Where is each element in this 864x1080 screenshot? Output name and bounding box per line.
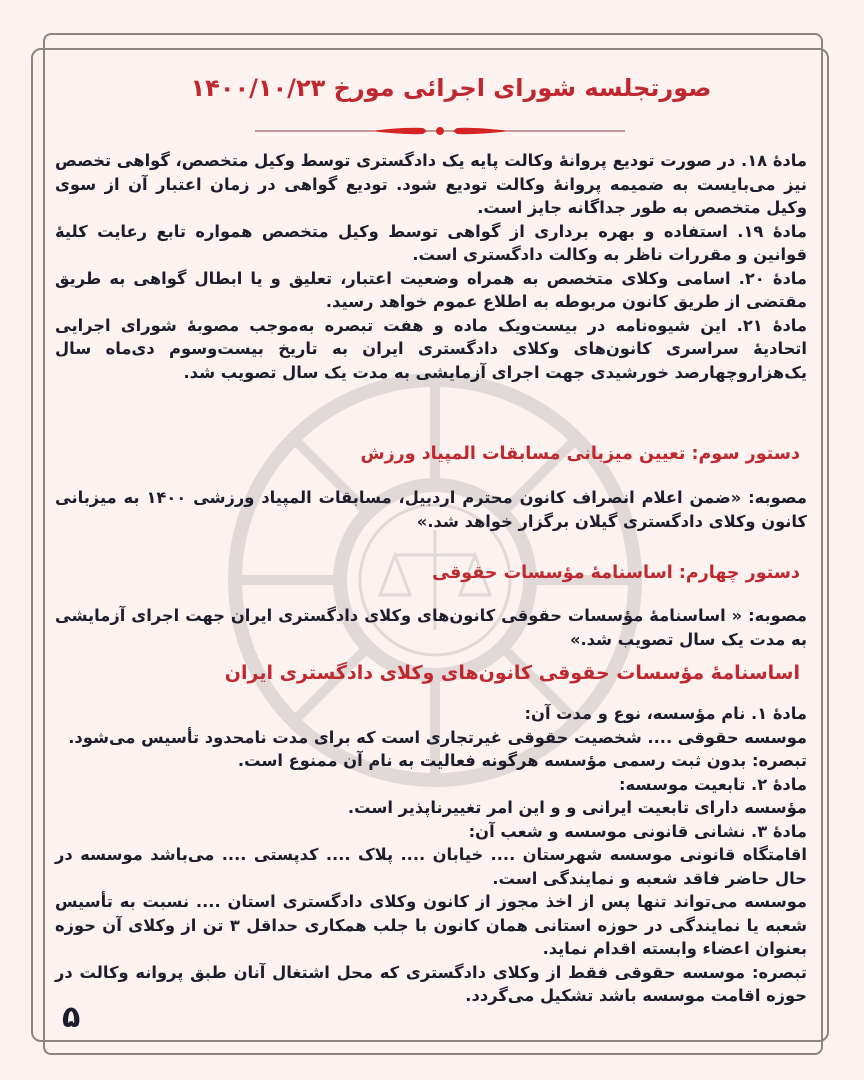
statute-article-3-body: اقامتگاه قانونی موسسه شهرستان .... خیابان .... پلاک .... کدپستی .... می‌باشد موسسه در حال حاضر فاقد شعبه و نمایندگی است. [55, 845, 807, 888]
title-divider-ornament [255, 124, 625, 138]
statute-article-1-title: مادهٔ ۱. نام مؤسسه، نوع و مدت آن: [524, 704, 807, 723]
statute-article-3-title: مادهٔ ۳. نشانی قانونی موسسه و شعب آن: [468, 821, 807, 841]
article-19: مادهٔ ۱۹. استفاده و بهره برداری از گواهی توسط وکیل متخصص همواره تابع رعایت کلیهٔ قوانین و مقررات ناظر به وکالت دادگستری است. [55, 221, 807, 264]
statute-article-1-note: تبصره: بدون ثبت رسمی مؤسسه هرگونه فعالیت به نام آن ممنوع است. [237, 751, 807, 770]
article-21: مادهٔ ۲۱. این شیوه‌نامه در بیست‌ویک ماده و هفت تبصره به‌موجب مصوبهٔ شورای اجرایی اتحادیهٔ سراسری کانون‌های وکلای دادگستری ایران به تاریخ بیست‌وسوم دی‌ماه سال یک‌هزاروچهارصد خورشیدی جهت اجرای آزمایشی به مدت یک سال تصویب شد. [55, 315, 807, 382]
agenda-4-resolution: مصوبه: « اساسنامهٔ مؤسسات حقوقی کانون‌های وکلای دادگستری ایران جهت اجرای آزمایشی به مدت یک سال تصویب شد.» [55, 606, 807, 649]
statute-articles [55, 702, 807, 1008]
document-title: صورتجلسه شورای اجرائی مورخ ۱۴۰۰/۱۰/۲۳ [190, 74, 712, 102]
agenda-3-resolution: مصوبه: «ضمن اعلام انصراف کانون محترم اردبیل، مسابقات المپیاد ورزشی ۱۴۰۰ به میزبانی کانون وکلای دادگستری گیلان برگزار خواهد شد.» [55, 488, 807, 531]
statute-article-2-title: مادهٔ ۲. تابعیت موسسه: [619, 774, 807, 794]
statute-heading: اساسنامهٔ مؤسسات حقوقی کانون‌های وکلای دادگستری ایران [224, 662, 800, 684]
statute-article-1-body: موسسه حقوقی .... شخصیت حقوقی غیرتجاری است که برای مدت نامحدود تأسیس می‌شود. [68, 727, 807, 747]
article-18: مادهٔ ۱۸. در صورت تودیع پروانهٔ وکالت پایه یک دادگستری توسط وکیل متخصص، گواهی تخصص نیز می‌بایست به ضمیمه پروانهٔ وکالت تودیع شود. تودیع گواهی در زمان اعتبار آن از سوی وکیل متخصص به طور جداگانه جایز است. [55, 151, 807, 217]
statute-article-2-body: مؤسسه دارای تابعیت ایرانی و و این امر تغییرناپذیر است. [347, 798, 807, 817]
article-20: مادهٔ ۲۰. اسامی وکلای متخصص به همراه وضعیت اعتبار، تعلیق و یا ابطال گواهی به طریق مقتضی از طریق کانون مربوطه به اطلاع عموم خواهد رسید. [55, 268, 807, 311]
statute-article-3-branches: موسسه می‌تواند تنها پس از اخذ مجوز از کانون وکلای دادگستری استان .... نسبت به تأسیس شعبه یا نمایندگی در حوزه استانی همان کانون با جلب همکاری حداقل ۳ تن از وکلای آن حوزه بعنوان اعضاء وابسته اقدام نماید. [55, 892, 807, 958]
document-content [55, 0, 817, 1080]
section-articles-18-21 [55, 149, 807, 384]
statute-article-3-note: تبصره: موسسه حقوقی فقط از وکلای دادگستری که محل اشتغال آنان طبق پروانه وکالت در حوزه اقامت موسسه باشد تشکیل می‌گردد. [55, 962, 807, 1005]
page-number: ۵ [62, 1000, 81, 1035]
agenda-4-heading: دستور چهارم: اساسنامهٔ مؤسسات حقوقی [432, 563, 800, 583]
agenda-3-heading: دستور سوم: تعیین میزبانی مسابقات المپیاد ورزش [360, 444, 800, 464]
